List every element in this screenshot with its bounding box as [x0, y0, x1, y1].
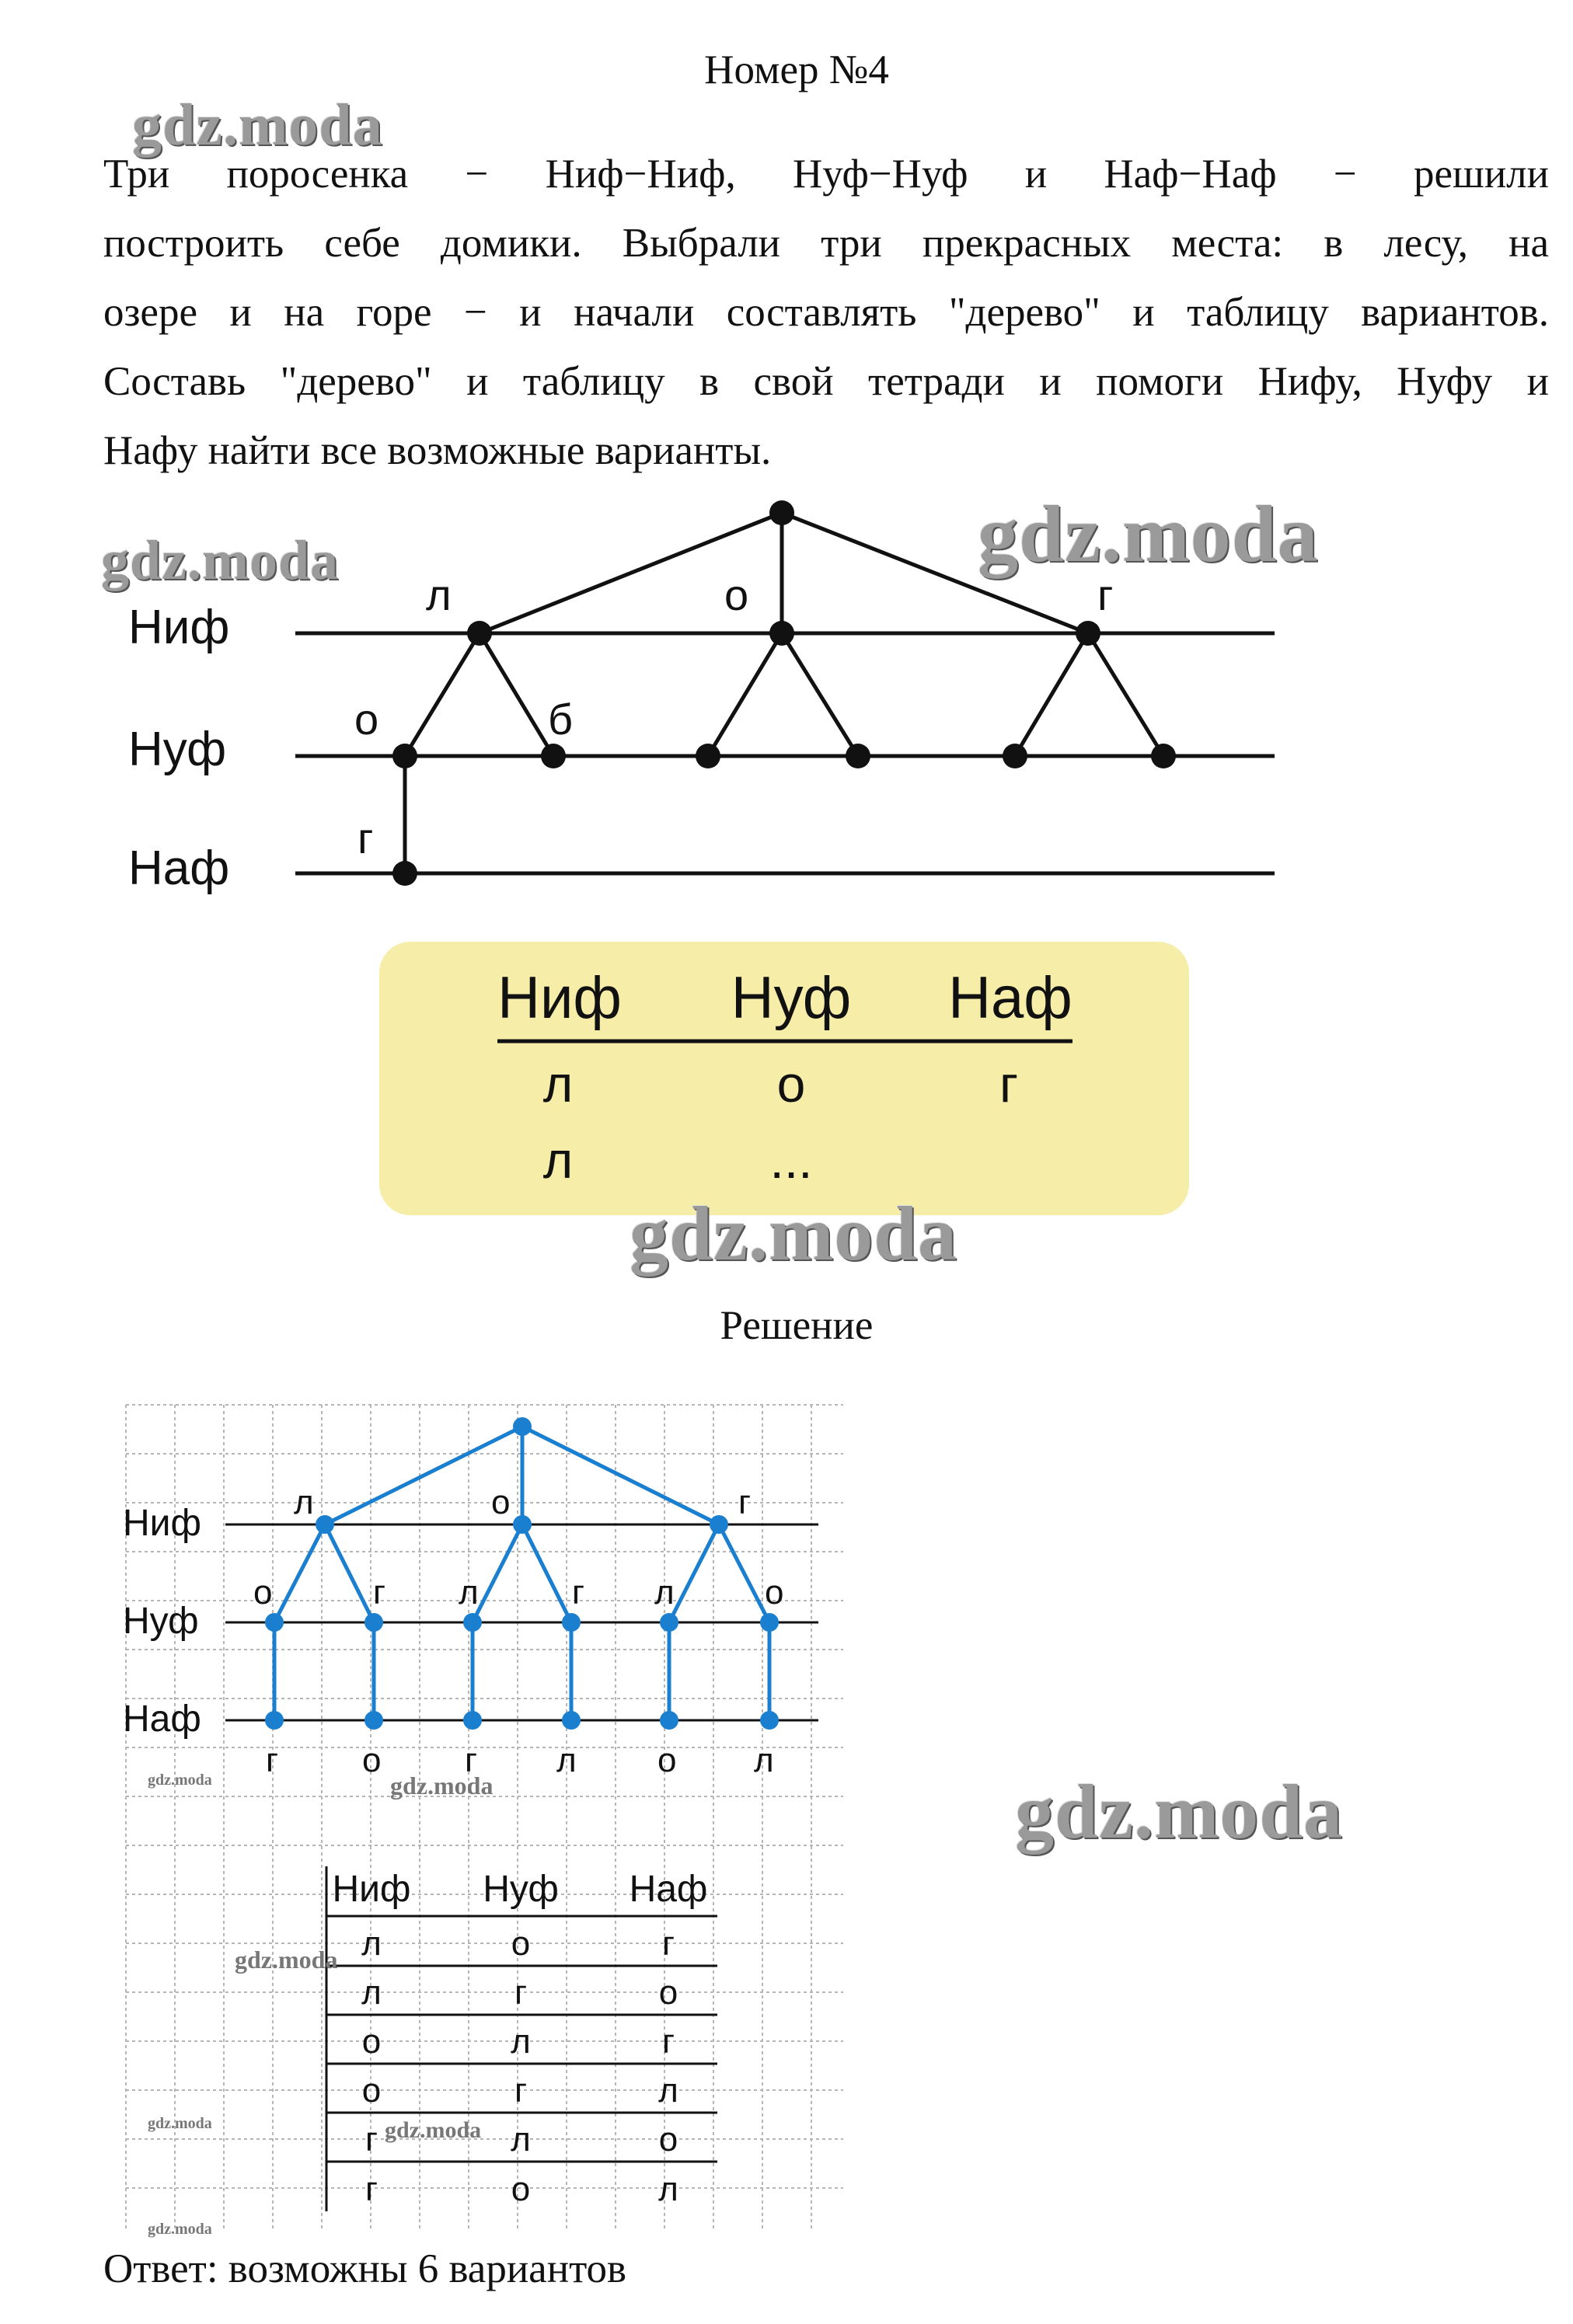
table-cell: л	[542, 1055, 574, 1113]
table-cell: г	[661, 1925, 675, 1963]
level2-label: о	[765, 1573, 784, 1611]
table-header: Ниф	[332, 1869, 411, 1910]
tree-node	[364, 1711, 383, 1730]
watermark: gdz.moda	[978, 490, 1319, 579]
table-header: Нуф	[483, 1869, 559, 1910]
table-cell: г	[514, 1974, 528, 2012]
table-cell: о	[658, 2120, 678, 2158]
tree-edge	[708, 633, 782, 756]
answer-text: Ответ: возможны 6 вариантов	[103, 2246, 627, 2291]
row-label: Наф	[123, 1699, 201, 1740]
table-cell: г	[514, 2071, 528, 2110]
table-cell: л	[658, 2071, 678, 2110]
table-header: Ниф	[497, 965, 622, 1031]
branch-label: л	[294, 1483, 314, 1521]
tree-edge	[1015, 633, 1088, 756]
problem-line: озере и на горе − и начали составлять "дерево" и таблицу вариантов.	[103, 290, 1549, 335]
tree-edge	[522, 1524, 571, 1622]
problem-line: Нафу найти все возможные варианты.	[103, 428, 772, 473]
problem-line: построить себе домики. Выбрали три прекрасных места: в лесу, на	[103, 221, 1549, 266]
tree-node	[316, 1515, 334, 1534]
table-header: Нуф	[731, 965, 852, 1031]
tree-node	[562, 1711, 581, 1730]
tree-node	[846, 744, 870, 768]
watermark: gdz.moda	[132, 92, 383, 158]
watermark: gdz.moda	[1015, 1768, 1343, 1855]
level3-label: л	[754, 1741, 774, 1779]
tree-edge	[274, 1524, 325, 1622]
tree-node	[392, 861, 417, 886]
watermark: gdz.moda	[390, 1772, 494, 1800]
sub-label: б	[548, 695, 574, 744]
table-header: Наф	[629, 1869, 708, 1910]
tree-node	[660, 1613, 678, 1632]
table-cell: г	[661, 2023, 675, 2061]
tree-node	[265, 1711, 284, 1730]
level3-label: г	[465, 1741, 478, 1779]
table-cell: г	[364, 2170, 378, 2208]
tree-node	[1076, 621, 1100, 646]
branch-label: л	[426, 570, 452, 619]
level3-label: л	[556, 1741, 577, 1779]
level2-label: г	[572, 1573, 585, 1611]
branch-label: г	[1097, 570, 1114, 619]
tree-node	[710, 1515, 728, 1534]
watermark: gdz.moda	[148, 1772, 212, 1789]
row-label: Нуф	[123, 1601, 199, 1642]
sub-label: о	[354, 695, 379, 744]
table-cell: г	[999, 1055, 1019, 1113]
watermark: gdz.moda	[148, 2221, 212, 2238]
table-cell: л	[361, 1925, 382, 1963]
tree-node	[696, 744, 720, 768]
tree-edge	[473, 1524, 522, 1622]
table-cell: о	[511, 2170, 531, 2208]
row-label: Нуф	[128, 723, 227, 776]
branch-label: г	[738, 1483, 752, 1521]
problem-line: Составь "дерево" и таблицу в свой тетради и помоги Нифу, Нуфу и	[103, 359, 1549, 404]
tree-node	[1151, 744, 1176, 768]
table-cell: л	[658, 2170, 678, 2208]
table-cell: л	[361, 1974, 382, 2012]
tree-node	[513, 1417, 532, 1436]
tree-node	[364, 1613, 383, 1632]
tree-edge	[1088, 633, 1163, 756]
tree-node	[760, 1613, 779, 1632]
level2-label: г	[373, 1573, 386, 1611]
row-label: Наф	[128, 841, 230, 895]
table-cell: о	[658, 1974, 678, 2012]
level2-label: о	[253, 1573, 273, 1611]
table-cell: л	[542, 1131, 574, 1189]
table-cell: л	[511, 2120, 531, 2158]
watermark: gdz.moda	[101, 529, 340, 591]
solution-table-rows	[361, 1925, 678, 2208]
tree-node	[1003, 744, 1027, 768]
row-label: Ниф	[123, 1503, 201, 1544]
tree-node	[769, 621, 794, 646]
tree-edge	[480, 633, 553, 756]
level3-label: г	[266, 1741, 279, 1779]
problem-line: Три поросенка − Ниф−Ниф, Нуф−Нуф и Наф−Наф − решили	[103, 152, 1549, 197]
level3-label: о	[362, 1741, 382, 1779]
tree-node	[541, 744, 566, 768]
tree-node	[769, 500, 794, 525]
grid-paper	[126, 1405, 843, 2230]
watermark: gdz.moda	[148, 2115, 212, 2132]
table-cell: л	[511, 2023, 531, 2061]
tree-node	[513, 1515, 532, 1534]
tree-node	[660, 1711, 678, 1730]
tree-node	[760, 1711, 779, 1730]
leaf-label: г	[358, 814, 374, 862]
tree-node	[467, 621, 492, 646]
tree-edge	[325, 1524, 374, 1622]
tree-edge	[405, 633, 480, 756]
tree-edge	[782, 633, 858, 756]
tree-edge	[669, 1524, 719, 1622]
row-label: Ниф	[128, 601, 230, 654]
watermark: gdz.moda	[385, 2117, 482, 2143]
tree-node	[392, 744, 417, 768]
table-header: Наф	[948, 965, 1072, 1031]
solution-table-text	[333, 1869, 708, 1910]
watermark: gdz.moda	[630, 1190, 957, 1277]
level2-label: л	[459, 1573, 479, 1611]
tree-node	[265, 1613, 284, 1632]
table-cell: о	[361, 2023, 382, 2061]
tree-node	[463, 1711, 482, 1730]
solution-heading: Решение	[720, 1303, 874, 1348]
page-title: Номер №4	[704, 47, 889, 92]
table-cell: о	[361, 2071, 382, 2110]
watermark: gdz.moda	[235, 1946, 338, 1974]
textbook-tree-labels	[128, 570, 1113, 895]
table-ellipsis: ...	[769, 1131, 813, 1189]
level2-label: л	[654, 1573, 675, 1611]
solution-row-lines	[225, 1524, 818, 1720]
table-cell: г	[364, 2120, 378, 2158]
tree-node	[562, 1613, 581, 1632]
solution-tree-labels	[123, 1483, 783, 1779]
level3-label: о	[657, 1741, 677, 1779]
branch-label: о	[491, 1483, 511, 1521]
tree-edge	[522, 1427, 719, 1524]
solution-tree-edges	[274, 1427, 769, 1720]
table-cell: о	[511, 1925, 531, 1963]
table-cell: о	[776, 1055, 806, 1113]
branch-label: о	[724, 570, 749, 619]
tree-node	[463, 1613, 482, 1632]
